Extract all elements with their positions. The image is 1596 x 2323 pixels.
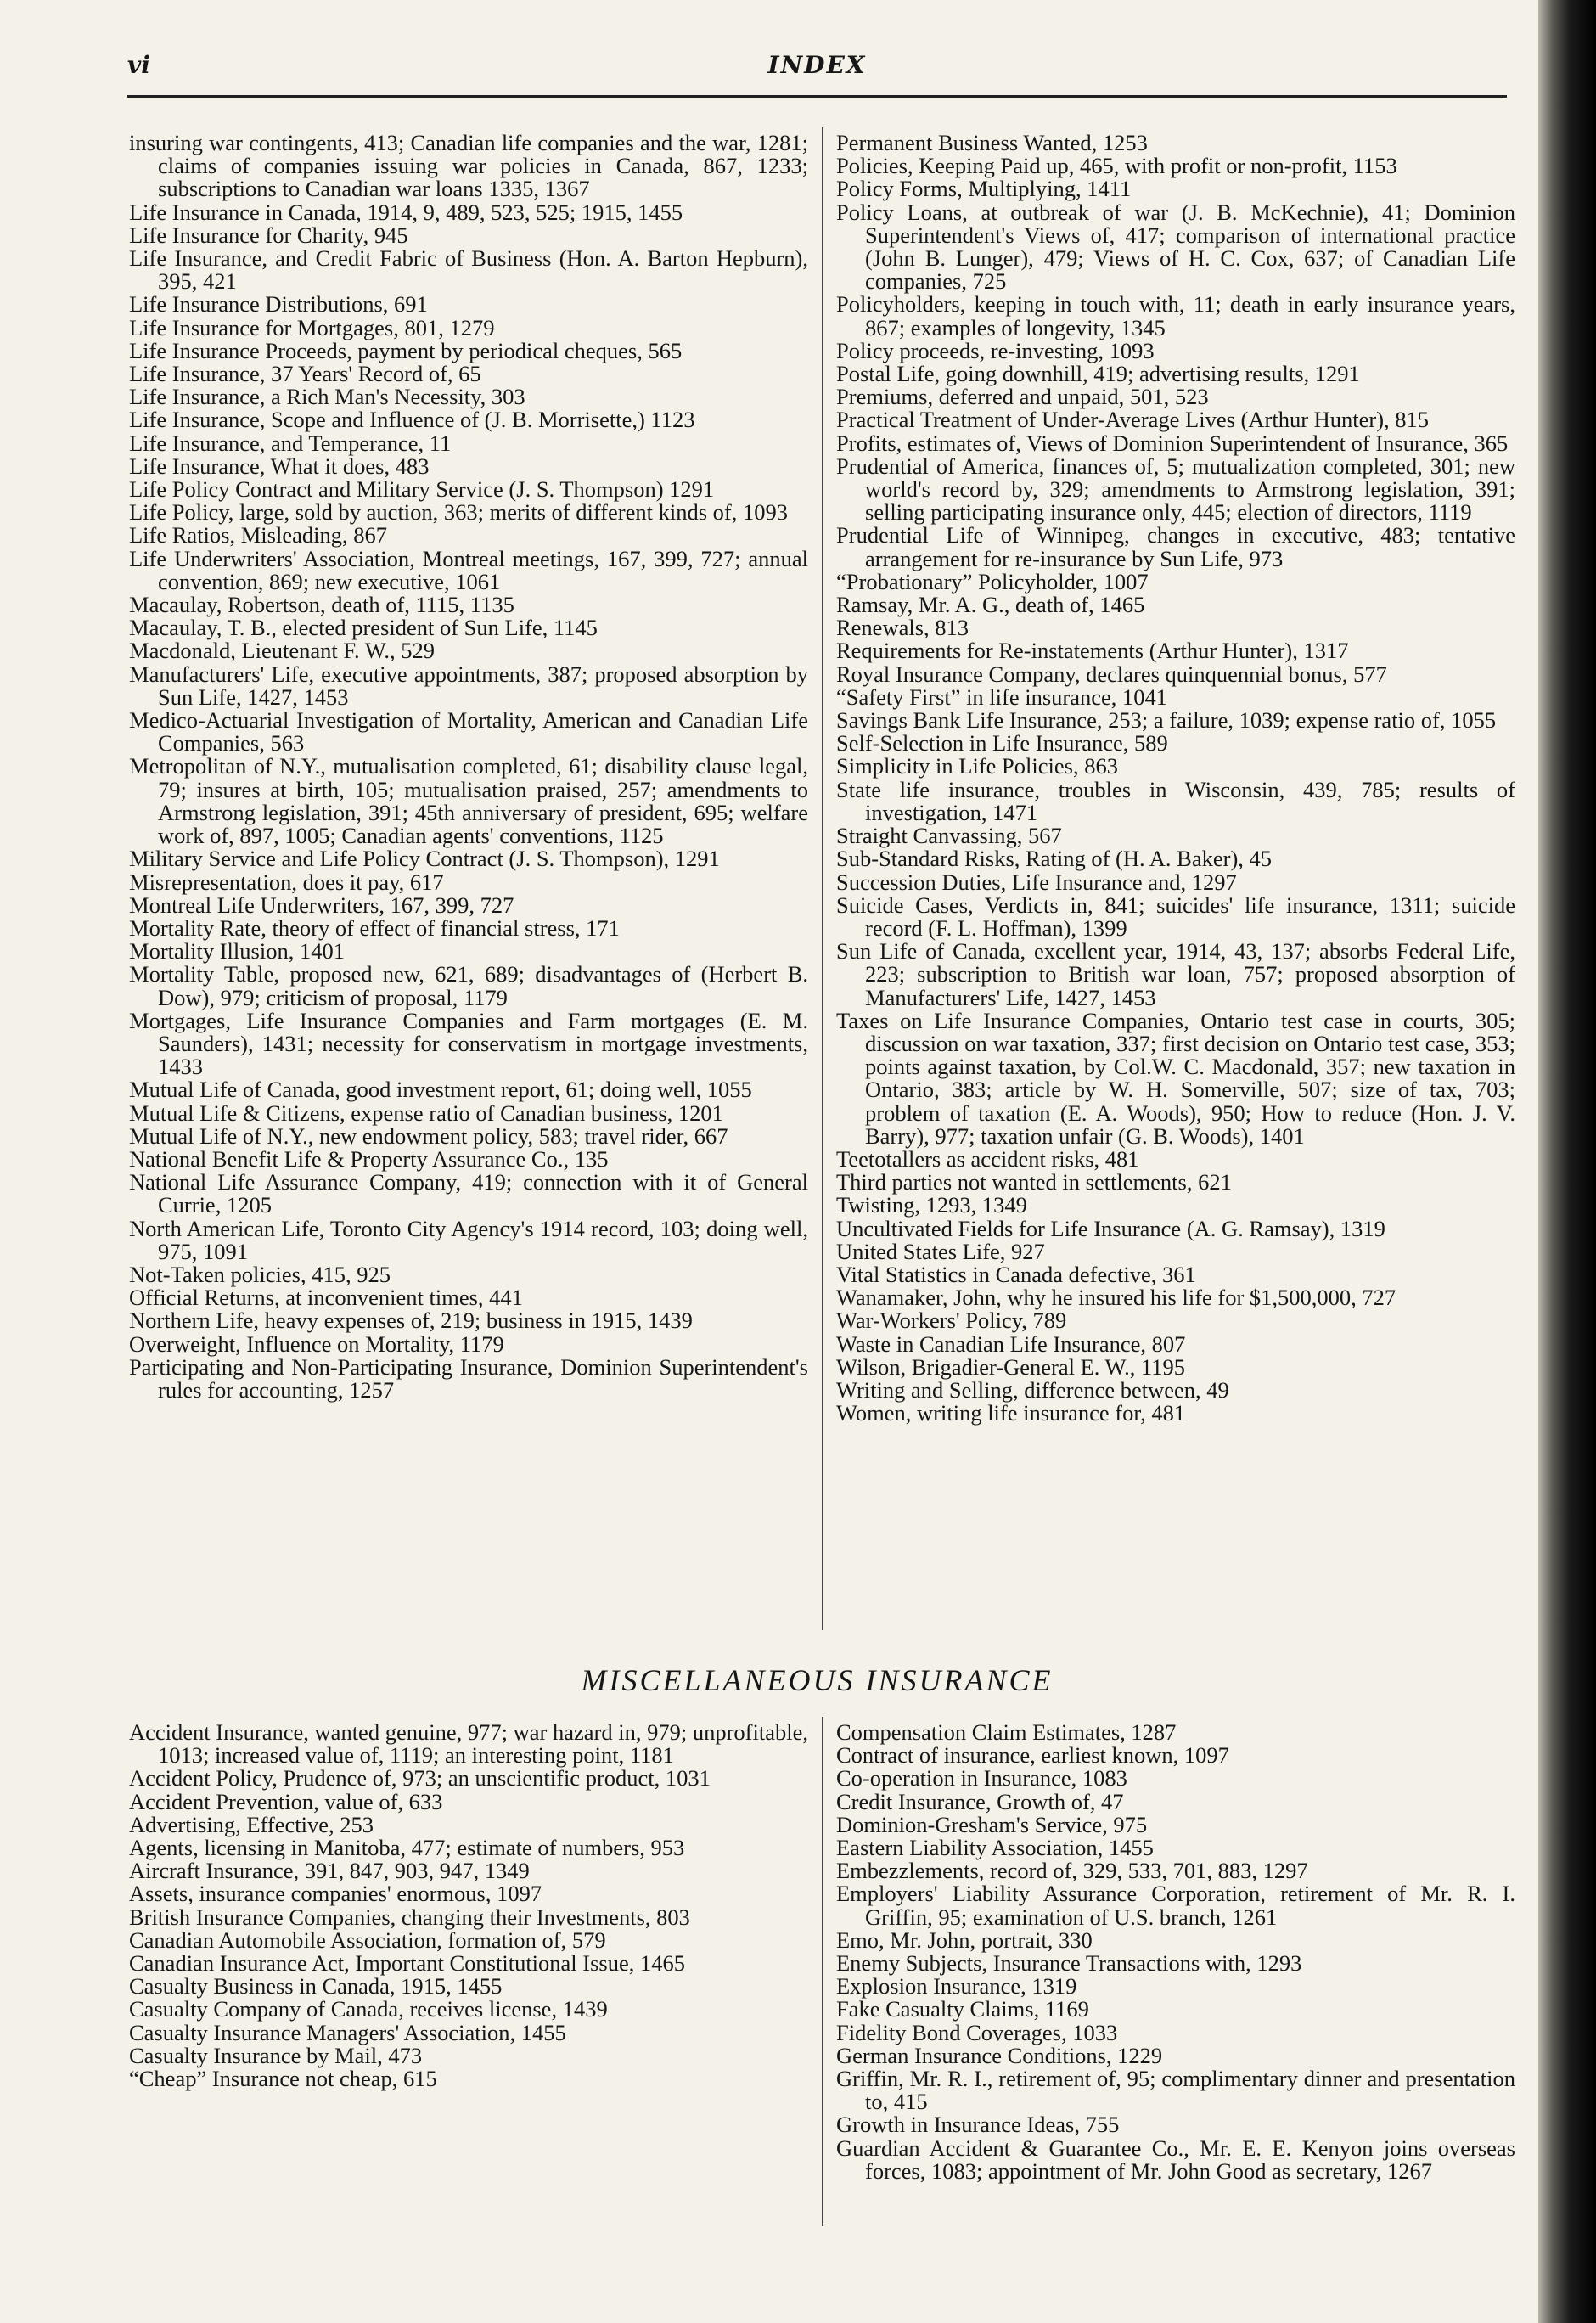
index-entry: Eastern Liability Association, 1455 [836, 1835, 1154, 1861]
index-entry: Life Insurance, a Rich Man's Necessity, 303 [129, 384, 525, 410]
index-entry: Mutual Life of N.Y., new endowment policy, 583; travel rider, 667 [129, 1122, 728, 1149]
index-entry: National Benefit Life & Property Assurance Co., 135 [129, 1145, 609, 1172]
index-entry: Life Ratios, Misleading, 867 [129, 522, 387, 548]
index-entry: Savings Bank Life Insurance, 253; a failure, 1039; expense ratio of, 1055 [836, 707, 1497, 734]
index-entry: Life Insurance in Canada, 1914, 9, 489, 523, 525; 1915, 1455 [129, 199, 683, 225]
index-entry: War-Workers' Policy, 789 [836, 1308, 1067, 1334]
index-entry: Life Insurance, 37 Years' Record of, 65 [129, 361, 481, 387]
index-entry: Embezzlements, record of, 329, 533, 701, 883, 1297 [836, 1858, 1308, 1884]
index-entry: Policyholders, keeping in touch with, 11; death in early insurance years, 867; examples of longevity, 1345 [836, 291, 1515, 340]
index-entry: “Probationary” Policyholder, 1007 [836, 568, 1149, 594]
index-entry: Official Returns, at inconvenient times, 441 [129, 1285, 523, 1311]
index-entry: Mortality Illusion, 1401 [129, 938, 345, 965]
index-entry: Policy Loans, at outbreak of war (J. B. McKechnie), 41; Dominion Superintendent's Views of, 417; comparison of international practice (John B. Lunger), 479; Views of H. C. Cox, 637; of Canadian Life companies, 725 [836, 199, 1515, 295]
column-divider-top [822, 127, 823, 1630]
index-entry: Requirements for Re-instatements (Arthur Hunter), 1317 [836, 638, 1349, 664]
index-entry: Vital Statistics in Canada defective, 361 [836, 1261, 1196, 1287]
index-entry: Mortality Table, proposed new, 621, 689; disadvantages of (Herbert B. Dow), 979; criticism of proposal, 1179 [129, 961, 808, 1010]
index-entry: Life Underwriters' Association, Montreal meetings, 167, 399, 727; annual convention, 869; new executive, 1061 [129, 545, 808, 594]
index-entry: Succession Duties, Life Insurance and, 1297 [836, 869, 1237, 895]
index-entry: Sub-Standard Risks, Rating of (H. A. Baker), 45 [836, 846, 1273, 872]
index-entry: Wanamaker, John, why he insured his life for $1,500,000, 727 [836, 1285, 1396, 1311]
index-entry: Mutual Life & Citizens, expense ratio of Canadian business, 1201 [129, 1100, 723, 1126]
page-header [127, 46, 1507, 88]
index-entry: Participating and Non-Participating Insurance, Dominion Superintendent's rules for accounting, 1257 [129, 1353, 808, 1403]
index-entry: Medico-Actuarial Investigation of Mortality, American and Canadian Life Companies, 563 [129, 707, 808, 757]
index-entry: Twisting, 1293, 1349 [836, 1192, 1027, 1218]
index-entry: British Insurance Companies, changing their Investments, 803 [129, 1904, 690, 1930]
index-entry: Sun Life of Canada, excellent year, 1914, 43, 137; absorbs Federal Life, 223; subscription to British war loan, 757; proposed absorption of Manufacturers' Life, 1427, 1453 [836, 938, 1515, 1010]
index-entry: Growth in Insurance Ideas, 755 [836, 2112, 1120, 2138]
index-entry: Teetotallers as accident risks, 481 [836, 1145, 1139, 1172]
index-entry: Mutual Life of Canada, good investment report, 61; doing well, 1055 [129, 1077, 752, 1103]
index-entry: State life insurance, troubles in Wisconsin, 439, 785; results of investigation, 1471 [836, 776, 1515, 825]
index-entry: Compensation Claim Estimates, 1287 [836, 1719, 1177, 1745]
index-entry: Casualty Business in Canada, 1915, 1455 [129, 1973, 503, 2000]
index-entry: Royal Insurance Company, declares quinquennial bonus, 577 [836, 661, 1387, 687]
index-entry: Dominion-Gresham's Service, 975 [836, 1811, 1148, 1837]
column-divider-bottom [822, 1717, 823, 2226]
index-entry: Fake Casualty Claims, 1169 [836, 1996, 1089, 2022]
index-entry: Premiums, deferred and unpaid, 501, 523 [836, 384, 1209, 410]
index-entry: Casualty Company of Canada, receives license, 1439 [129, 1996, 608, 2022]
index-entry: Metropolitan of N.Y., mutualisation completed, 61; disability clause legal, 79; insures at birth, 105; mutualisation praised, 257; amendments to Armstrong legislation, 391; 45th anniversary of president, 695; welfare work of, 897, 1005; Canadian agents' conventions, 1125 [129, 753, 808, 849]
index-entry: Renewals, 813 [836, 615, 969, 641]
index-entry: Life Insurance for Charity, 945 [129, 222, 408, 248]
index-entry: Macdonald, Lieutenant F. W., 529 [129, 638, 435, 664]
index-entry: Permanent Business Wanted, 1253 [836, 130, 1148, 155]
index-entry: Griffin, Mr. R. I., retirement of, 95; complimentary dinner and presentation to, 415 [836, 2066, 1515, 2115]
index-entry: Uncultivated Fields for Life Insurance (A. G. Ramsay), 1319 [836, 1215, 1385, 1241]
index-entry: United States Life, 927 [836, 1238, 1045, 1264]
index-entry: Policy proceeds, re-investing, 1093 [836, 337, 1155, 363]
index-entry: Postal Life, going downhill, 419; advertising results, 1291 [836, 361, 1360, 387]
index-entry: Accident Policy, Prudence of, 973; an unscientific product, 1031 [129, 1765, 711, 1791]
index-entry: Contract of insurance, earliest known, 1097 [836, 1742, 1229, 1769]
index-entry: Manufacturers' Life, executive appointments, 387; proposed absorption by Sun Life, 1427, 1453 [129, 661, 808, 710]
index-entry: Not-Taken policies, 415, 925 [129, 1261, 391, 1287]
index-column-top-left [129, 132, 808, 1402]
index-entry: Policies, Keeping Paid up, 465, with profit or non-profit, 1153 [836, 153, 1397, 179]
index-entry: Prudential of America, finances of, 5; mutualization completed, 301; new world's record by, 329; amendments to Armstrong legislation, 391; selling participating insurance only, 445; election of directors, 1119 [836, 453, 1515, 526]
index-entry: Northern Life, heavy expenses of, 219; business in 1915, 1439 [129, 1308, 693, 1334]
index-entry: Taxes on Life Insurance Companies, Ontario test case in courts, 305; discussion on war taxation, 337; first decision on Ontario test case, 353; points against taxation, by Col.W. C. Macdonald, 357; new taxation in Ontario, 383; article by W. H. Somerville, 507; size of tax, 703; problem of taxation (E. A. Woods), 950; How to reduce (Hon. J. V. Barry), 977; taxation unfair (G. B. Woods), 1401 [836, 1007, 1515, 1149]
index-entry: Fidelity Bond Coverages, 1033 [836, 2019, 1118, 2045]
page-number: vi [127, 51, 150, 79]
index-entry: Canadian Automobile Association, formation of, 579 [129, 1926, 606, 1953]
index-entry: Life Insurance, Scope and Influence of (J. B. Morrisette,) 1123 [129, 407, 695, 433]
index-entry: Policy Forms, Multiplying, 1411 [836, 176, 1132, 202]
index-entry: Waste in Canadian Life Insurance, 807 [836, 1330, 1186, 1357]
index-entry: Mortgages, Life Insurance Companies and Farm mortgages (E. M. Saunders), 1431; necessity for conservatism in mortgage investments, 1433 [129, 1007, 808, 1080]
index-entry: North American Life, Toronto City Agency's 1914 record, 103; doing well, 975, 1091 [129, 1215, 808, 1264]
index-entry: Prudential Life of Winnipeg, changes in executive, 483; tentative arrangement for re-insurance by Sun Life, 973 [836, 522, 1515, 571]
index-entry: Guardian Accident & Guarantee Co., Mr. E. E. Kenyon joins overseas forces, 1083; appointment of Mr. John Good as secretary, 1267 [836, 2135, 1515, 2184]
index-entry: Writing and Selling, difference between, 49 [836, 1376, 1229, 1403]
index-entry: Explosion Insurance, 1319 [836, 1973, 1077, 2000]
index-entry: Co-operation in Insurance, 1083 [836, 1765, 1127, 1791]
index-entry: German Insurance Conditions, 1229 [836, 2042, 1163, 2068]
index-entry: Life Insurance, and Temperance, 11 [129, 430, 452, 456]
index-entry: Misrepresentation, does it pay, 617 [129, 869, 444, 895]
index-entry: Life Policy, large, sold by auction, 363; merits of different kinds of, 1093 [129, 499, 788, 526]
index-entry: Montreal Life Underwriters, 167, 399, 727 [129, 892, 514, 918]
index-entry: National Life Assurance Company, 419; connection with it of General Currie, 1205 [129, 1169, 808, 1218]
index-entry: insuring war contingents, 413; Canadian life companies and the war, 1281; claims of companies issuing war policies in Canada, 867, 1233; subscriptions to Canadian war loans 1335, 1367 [129, 130, 808, 202]
index-entry: Suicide Cases, Verdicts in, 841; suicides' life insurance, 1311; suicide record (F. L. Hoffman), 1399 [836, 892, 1515, 941]
index-entry: Accident Prevention, value of, 633 [129, 1788, 443, 1814]
index-entry: Assets, insurance companies' enormous, 1097 [129, 1881, 542, 1907]
index-entry: Advertising, Effective, 253 [129, 1811, 374, 1837]
index-entry: Canadian Insurance Act, Important Constitutional Issue, 1465 [129, 1950, 686, 1977]
index-column-bottom-left [129, 1721, 808, 2090]
index-entry: Self-Selection in Life Insurance, 589 [836, 730, 1168, 757]
index-entry: Women, writing life insurance for, 481 [836, 1400, 1186, 1426]
index-entry: Life Policy Contract and Military Service (J. S. Thompson) 1291 [129, 476, 715, 503]
index-entry: Macaulay, T. B., elected president of Sun Life, 1145 [129, 615, 598, 641]
index-entry: Casualty Insurance by Mail, 473 [129, 2042, 423, 2068]
index-entry: Enemy Subjects, Insurance Transactions with, 1293 [836, 1950, 1302, 1977]
index-entry: Wilson, Brigadier-General E. W., 1195 [836, 1353, 1186, 1380]
index-entry: Casualty Insurance Managers' Association, 1455 [129, 2019, 566, 2045]
header-rule [127, 95, 1507, 98]
running-title: INDEX [767, 51, 867, 79]
index-entry: Simplicity in Life Policies, 863 [836, 753, 1118, 779]
index-entry: Practical Treatment of Under-Average Lives (Arthur Hunter), 815 [836, 407, 1430, 433]
index-entry: Ramsay, Mr. A. G., death of, 1465 [836, 592, 1145, 618]
index-entry: Third parties not wanted in settlements, 621 [836, 1169, 1232, 1195]
index-entry: Agents, licensing in Manitoba, 477; estimate of numbers, 953 [129, 1835, 685, 1861]
index-column-top-right [836, 132, 1515, 1425]
index-entry: Profits, estimates of, Views of Dominion Superintendent of Insurance, 365 [836, 430, 1509, 456]
index-entry: Life Insurance for Mortgages, 801, 1279 [129, 314, 495, 340]
index-entry: Credit Insurance, Growth of, 47 [836, 1788, 1124, 1814]
index-entry: Life Insurance Distributions, 691 [129, 291, 428, 318]
index-column-bottom-right [836, 1721, 1515, 2183]
index-entry: “Safety First” in life insurance, 1041 [836, 683, 1168, 710]
index-entry: Straight Canvassing, 567 [836, 823, 1062, 849]
index-entry: “Cheap” Insurance not cheap, 615 [129, 2066, 437, 2092]
index-entry: Life Insurance Proceeds, payment by periodical cheques, 565 [129, 337, 683, 363]
index-entry: Overweight, Influence on Mortality, 1179 [129, 1330, 504, 1357]
index-entry: Macaulay, Robertson, death of, 1115, 1135 [129, 592, 514, 618]
index-entry: Life Insurance, What it does, 483 [129, 453, 430, 479]
index-entry: Aircraft Insurance, 391, 847, 903, 947, 1349 [129, 1858, 530, 1884]
book-edge [1538, 0, 1596, 2323]
section-title: MISCELLANEOUS INSURANCE [581, 1663, 1054, 1697]
index-entry: Military Service and Life Policy Contract (J. S. Thompson), 1291 [129, 846, 720, 872]
index-entry: Emo, Mr. John, portrait, 330 [836, 1926, 1093, 1953]
index-entry: Employers' Liability Assurance Corporation, retirement of Mr. R. I. Griffin, 95; examination of U.S. branch, 1261 [836, 1881, 1515, 1930]
index-entry: Mortality Rate, theory of effect of financial stress, 171 [129, 914, 620, 941]
index-entry: Life Insurance, and Credit Fabric of Business (Hon. A. Barton Hepburn), 395, 421 [129, 245, 808, 295]
index-entry: Accident Insurance, wanted genuine, 977; war hazard in, 979; unprofitable, 1013; increased value of, 1119; an interesting point, 1181 [129, 1719, 808, 1769]
